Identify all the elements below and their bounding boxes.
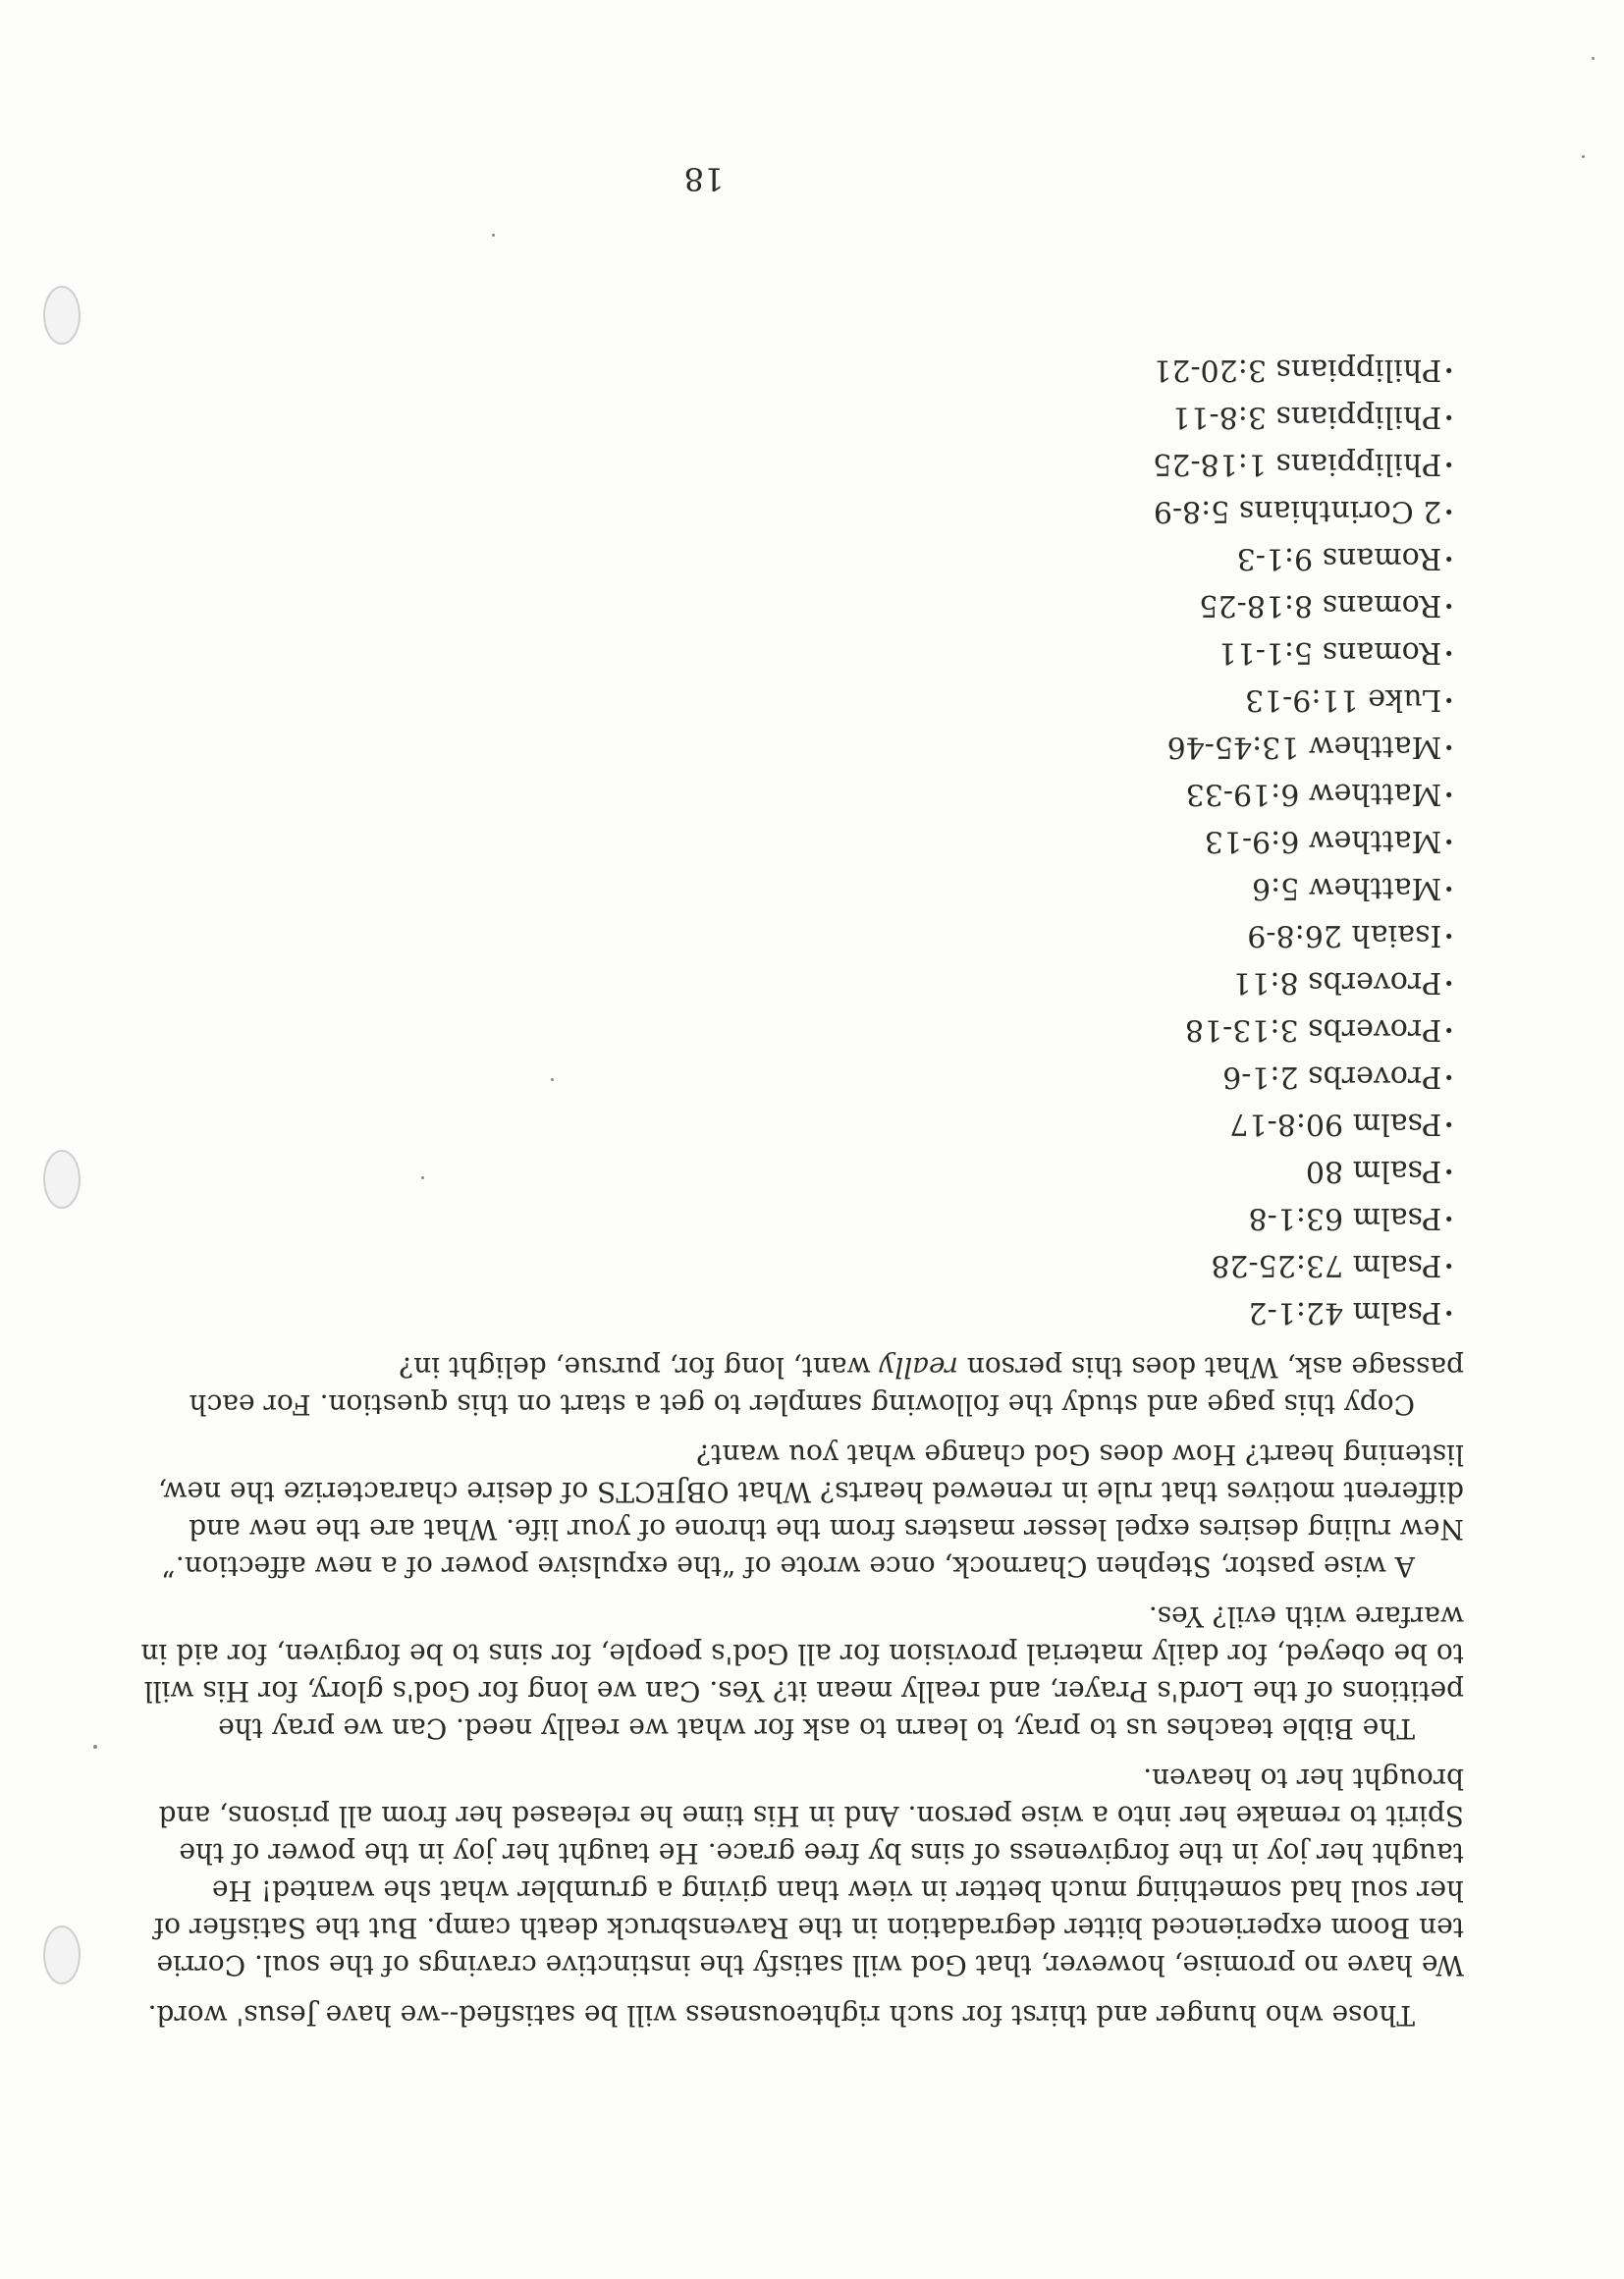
scripture-reference: • Proverbs 8:11 [129,958,1454,1005]
scripture-reference: • Matthew 6:9-13 [129,817,1454,864]
scripture-reference-list [129,346,1464,1335]
page-number: 18 [683,160,725,197]
instruction-text-start: Copy this page and study the following sampler to get a start on this question. For each passage ask, What does this person [189,1351,1464,1421]
document-body [129,346,1464,2034]
scan-speck [492,234,495,237]
scripture-reference: • Psalm 63:1-8 [129,1194,1454,1241]
punch-hole-top [43,286,81,345]
scripture-reference: • Psalm 42:1-2 [129,1288,1454,1335]
scripture-reference: • Romans 5:1-11 [129,628,1454,676]
instruction-text-end: want, long for, pursue, delight in? [399,1351,880,1384]
scripture-reference: • Psalm 80 [129,1147,1454,1194]
scripture-reference: • Philippians 3:8-11 [129,393,1454,440]
paragraph-3: The Bible teaches us to pray, to learn to ask for what we really need. Can we pray the petitions of the Lord's Prayer, and really mean it? Yes. Can we long for God's glory, for His will to be obeyed, for daily material provision for all God's people, for sins to be forgiven, for aid in warfare with evil? Yes. [140,1601,1464,1745]
scripture-reference: • Luke 11:9-13 [129,676,1454,723]
scripture-reference: • Proverbs 2:1-6 [129,1053,1454,1100]
instruction-paragraph [129,1348,1464,1423]
instruction-emphasis: really [879,1351,958,1384]
scripture-reference: • Matthew 5:6 [129,864,1454,911]
scan-speck [1582,155,1585,158]
scan-speck [1592,57,1595,60]
scripture-reference: • Psalm 90:8-17 [129,1100,1454,1147]
punch-hole-bottom [43,1926,81,1984]
scripture-reference: • Proverbs 3:13-18 [129,1005,1454,1053]
scripture-reference: • Matthew 6:19-33 [129,770,1454,817]
scripture-reference: • Matthew 13:45-46 [129,723,1454,770]
scripture-reference: • 2 Corinthians 5:8-9 [129,487,1454,534]
scripture-reference: • Philippians 3:20-21 [129,346,1454,393]
scripture-reference: • Philippians 1:18-25 [129,440,1454,487]
paragraph-4: A wise pastor, Stephen Charnock, once wrote of “the expulsive power of a new affection.” New ruling desires expel lesser masters from the throne of your life. What are the new and different motives that rule in renewed hearts? What OBJECTS of desire characterize the new, listening heart? How does God change what you want? [157,1438,1464,1583]
scan-speck [93,1745,97,1749]
punch-hole-middle [43,1150,81,1209]
scripture-reference: • Isaiah 26:8-9 [129,911,1454,958]
scripture-reference: • Romans 9:1-3 [129,534,1454,581]
scripture-reference: • Romans 8:18-25 [129,581,1454,628]
scripture-reference: • Psalm 73:25-28 [129,1241,1454,1288]
paragraph-2: We have no promise, however, that God will satisfy the instinctive cravings of the soul. Corrie ten Boom experienced bitter degradation in the Ravensbruck death camp. But the Satisfier of her soul had something much better in view than giving a grumbler what she wanted! He taught her joy in the forgiveness of sins by free grace. He taught her joy in the power of the Spirit to remake her into a wise person. And in His time he released her from all prisons, and brought her to heaven. [153,1763,1464,1981]
paragraph-1: Those who hunger and thirst for such righteousness will be satisfied--we have Jesus' word. [147,1999,1415,2032]
